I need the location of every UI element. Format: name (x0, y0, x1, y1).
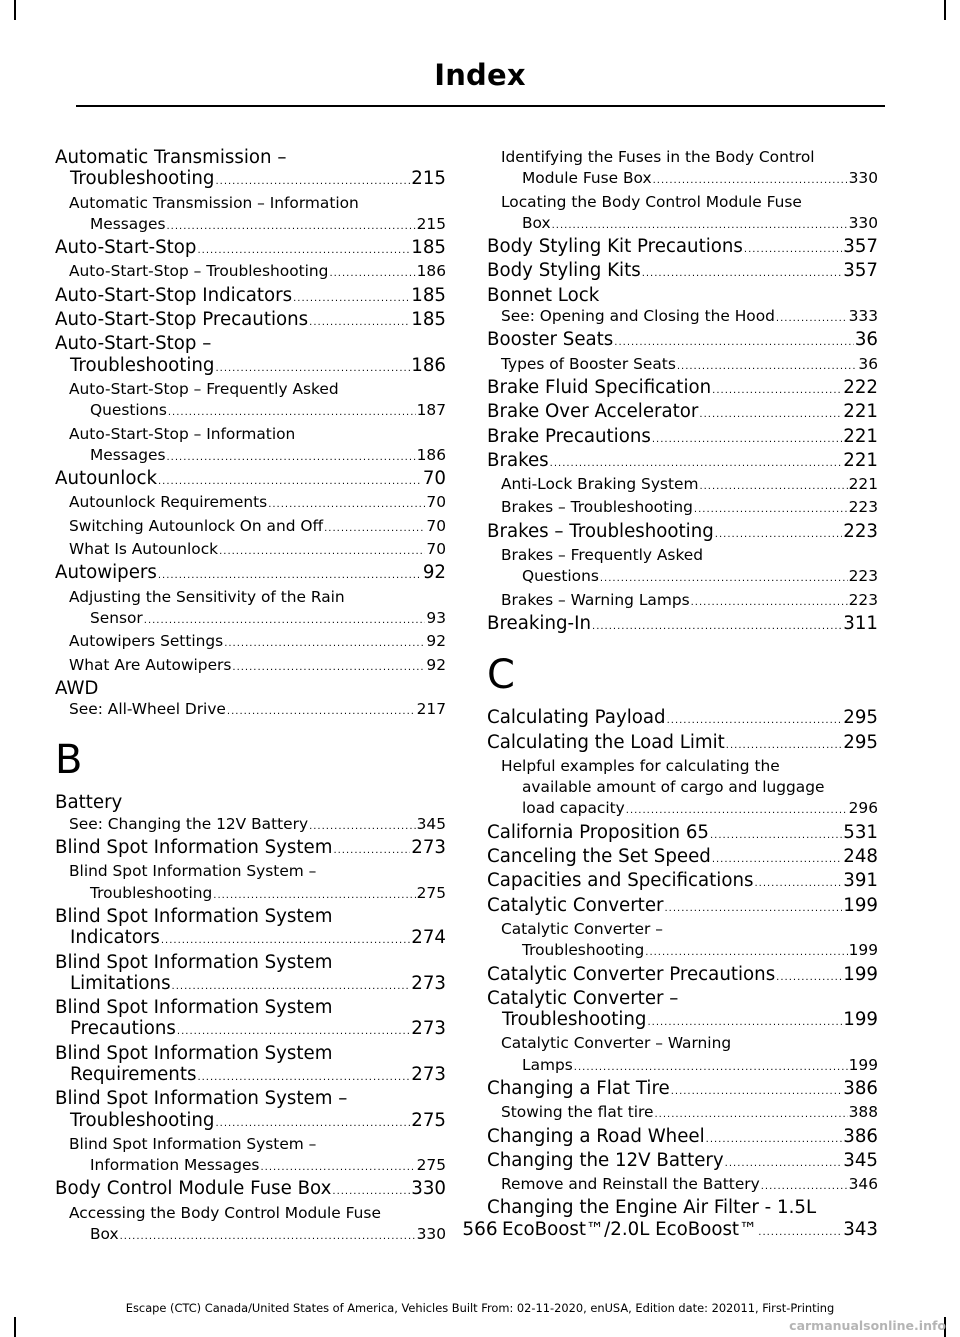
page-reference[interactable]: 386 (843, 1077, 878, 1099)
page-reference[interactable]: 346 (848, 1175, 878, 1194)
index-subentry[interactable] (487, 1174, 878, 1197)
section-letter-c: C (487, 652, 515, 699)
dot-leader (699, 404, 842, 425)
page-reference[interactable]: 386 (843, 1125, 878, 1147)
page-reference[interactable]: 199 (848, 1055, 878, 1074)
dot-leader (268, 494, 425, 515)
dot-leader (776, 308, 848, 329)
index-subentry[interactable] (55, 379, 446, 424)
dot-leader (712, 849, 842, 870)
dot-leader (600, 568, 848, 589)
page-reference[interactable]: 273 (411, 1063, 446, 1085)
index-entry[interactable] (487, 988, 878, 1034)
page-reference[interactable]: 330 (848, 169, 878, 188)
entry-text: Auto-Start-Stop – Frequently Asked (69, 379, 339, 398)
index-entry[interactable] (55, 1178, 446, 1202)
dot-leader (647, 1012, 842, 1033)
watermark: carmanualsonline.info (789, 1318, 946, 1333)
entry-text: Box (90, 1225, 119, 1244)
title-divider (76, 105, 885, 107)
index-subentry[interactable] (487, 192, 878, 237)
entry-text: Brakes – Warning Lamps (501, 590, 690, 609)
entry-text: Auto-Start-Stop – Troubleshooting (69, 262, 329, 281)
entry-text: Auto-Start-Stop – (55, 333, 212, 355)
index-entry[interactable] (487, 895, 878, 919)
index-entry (487, 285, 878, 306)
entry-text: Auto-Start-Stop – Information (69, 424, 296, 443)
dot-leader (776, 967, 842, 988)
entry-text: See: Changing the 12V Battery (69, 814, 309, 833)
index-column-right (487, 147, 878, 1243)
index-subentry[interactable] (55, 814, 446, 837)
entry-text: Messages (90, 445, 166, 464)
entry-text: California Proposition 65 (487, 821, 709, 843)
entry-text: Catalytic Converter – Warning (501, 1034, 732, 1053)
entry-text: Auto-Start-Stop Indicators (55, 284, 293, 306)
dot-leader (166, 447, 415, 468)
page-reference[interactable]: 248 (843, 846, 878, 868)
page-reference[interactable]: 296 (848, 799, 878, 818)
page-reference[interactable]: 343 (843, 1218, 878, 1240)
entry-text: Helpful examples for calculating the (501, 756, 780, 775)
dot-leader (744, 239, 842, 260)
index-subentry[interactable] (55, 492, 446, 515)
entry-text: See: All-Wheel Drive (69, 700, 226, 719)
dot-leader (260, 1157, 415, 1178)
dot-leader (652, 429, 842, 450)
entry-text: Messages (90, 214, 166, 233)
entry-text: Calculating the Load Limit (487, 731, 725, 753)
index-entry[interactable] (487, 870, 878, 894)
dot-leader (712, 380, 842, 401)
index-entry[interactable] (55, 468, 446, 492)
page-reference[interactable]: 221 (843, 425, 878, 447)
index-subentry[interactable] (55, 699, 446, 722)
page-reference[interactable]: 199 (843, 963, 878, 985)
dot-leader (653, 170, 848, 191)
index-entry[interactable] (487, 260, 878, 284)
entry-text: Questions (522, 567, 599, 586)
entry-text: Calculating Payload (487, 707, 666, 729)
index-entry (55, 678, 446, 699)
dot-leader (333, 840, 410, 861)
page-reference[interactable]: 223 (848, 590, 878, 609)
index-entry[interactable] (487, 964, 878, 988)
entry-text: Brake Over Accelerator (487, 401, 699, 423)
entry-text: Catalytic Converter – (487, 987, 679, 1009)
index-subentry[interactable] (487, 306, 878, 329)
index-subentry[interactable] (487, 474, 878, 497)
entry-text: Catalytic Converter Precautions (487, 963, 776, 985)
page-reference[interactable]: 92 (422, 562, 446, 584)
dot-leader (213, 885, 415, 906)
entry-text: Troubleshooting (70, 1109, 215, 1131)
dot-leader (667, 710, 843, 731)
dot-leader (215, 1113, 410, 1134)
dot-leader (691, 592, 848, 613)
page-reference[interactable]: 70 (426, 493, 446, 512)
dot-leader (710, 825, 842, 846)
index-subentry[interactable] (55, 193, 446, 238)
dot-leader (227, 701, 416, 722)
dot-leader (642, 263, 843, 284)
page-reference[interactable]: 70 (422, 468, 446, 490)
index-entry[interactable] (487, 1150, 878, 1174)
dot-leader (215, 171, 410, 192)
entry-text: Troubleshooting (502, 1009, 647, 1031)
entry-text: AWD (55, 677, 99, 699)
entry-text: Brakes – Frequently Asked (501, 546, 704, 565)
index-subentry[interactable] (55, 655, 446, 678)
page-reference[interactable]: 221 (843, 449, 878, 471)
page-reference[interactable]: 36 (854, 329, 878, 351)
dot-leader (694, 499, 848, 520)
dot-leader (309, 816, 416, 837)
entry-text: Troubleshooting (70, 168, 215, 190)
entry-text: load capacity (522, 799, 625, 818)
entry-text: Brake Fluid Specification (487, 376, 712, 398)
index-entry[interactable] (487, 1126, 878, 1150)
index-entry[interactable] (55, 997, 446, 1043)
index-subentry[interactable] (487, 919, 878, 964)
crop-mark-top-left (14, 0, 16, 20)
page-reference[interactable]: 199 (848, 941, 878, 960)
page-reference[interactable]: 273 (411, 972, 446, 994)
entry-text: EcoBoost™/2.0L EcoBoost™ (502, 1218, 758, 1240)
entry-text: Catalytic Converter – (501, 919, 663, 938)
index-subentry[interactable] (55, 861, 446, 906)
dot-leader (761, 1176, 848, 1197)
index-subentry[interactable] (487, 545, 878, 590)
index-subentry[interactable] (55, 587, 446, 632)
index-subentry[interactable] (55, 1134, 446, 1179)
page-reference[interactable]: 185 (411, 284, 446, 306)
entry-text: Autounlock Requirements (69, 493, 268, 512)
entry-text: Blind Spot Information System – (55, 1088, 348, 1110)
page-reference[interactable]: 391 (843, 870, 878, 892)
index-entry[interactable] (55, 1088, 446, 1134)
page-reference[interactable]: 36 (858, 354, 878, 373)
dot-leader (614, 332, 854, 353)
entry-text: Autounlock (55, 468, 157, 490)
index-subentry[interactable] (55, 631, 446, 654)
entry-text: Box (522, 213, 551, 232)
index-entry[interactable] (55, 1043, 446, 1089)
index-subentry[interactable] (487, 590, 878, 613)
entry-text: Adjusting the Sensitivity of the Rain (69, 587, 345, 606)
page-reference[interactable]: 223 (848, 567, 878, 586)
index-entry[interactable] (55, 837, 446, 861)
entry-text: Capacities and Specifications (487, 870, 754, 892)
page-reference[interactable]: 330 (411, 1178, 446, 1200)
entry-text: Indicators (70, 927, 160, 949)
dot-leader (324, 518, 425, 539)
dot-leader (574, 1057, 848, 1078)
entry-text: Sensor (90, 608, 143, 627)
index-entry[interactable] (55, 147, 446, 193)
page-reference[interactable]: 295 (843, 731, 878, 753)
index-entry[interactable] (487, 1078, 878, 1102)
entry-text: Body Styling Kit Precautions (487, 236, 743, 258)
entry-text: Requirements (70, 1063, 197, 1085)
index-entry (55, 792, 446, 813)
index-entry[interactable] (55, 333, 446, 379)
entry-text: Body Control Module Fuse Box (55, 1178, 332, 1200)
section-letter-b: B (55, 737, 83, 784)
index-entry[interactable] (487, 822, 878, 846)
page-reference[interactable]: 215 (411, 168, 446, 190)
dot-leader (654, 1104, 847, 1125)
dot-leader (699, 476, 847, 497)
index-entry[interactable] (55, 285, 446, 309)
entry-text: Brakes (487, 449, 549, 471)
dot-leader (552, 215, 848, 236)
index-entry[interactable] (487, 732, 878, 756)
entry-text: Automatic Transmission – (55, 147, 287, 168)
entry-text: Brakes – Troubleshooting (487, 520, 714, 542)
entry-text: Module Fuse Box (522, 169, 652, 188)
entry-text: Changing a Flat Tire (487, 1077, 670, 1099)
page-reference[interactable]: 295 (843, 707, 878, 729)
index-subentry[interactable] (487, 497, 878, 520)
entry-text: Blind Spot Information System (55, 951, 333, 973)
entry-text: Stowing the flat tire (501, 1103, 654, 1122)
page-reference[interactable]: 217 (416, 700, 446, 719)
page-reference[interactable]: 345 (416, 814, 446, 833)
index-subentry[interactable] (487, 1102, 878, 1125)
index-entry[interactable] (487, 377, 878, 401)
dot-leader (232, 657, 425, 678)
page-reference[interactable]: 274 (411, 927, 446, 949)
index-entry[interactable] (55, 562, 446, 586)
page-reference[interactable]: 185 (411, 237, 446, 259)
entry-text: Blind Spot Information System (55, 837, 333, 859)
dot-leader (677, 356, 858, 377)
index-entry[interactable] (487, 707, 878, 731)
dot-leader (168, 402, 416, 423)
page-reference[interactable]: 223 (848, 498, 878, 517)
dot-leader (144, 610, 426, 631)
entry-text: Automatic Transmission – Information (69, 193, 359, 212)
index-entry[interactable] (487, 521, 878, 545)
index-subentry[interactable] (55, 516, 446, 539)
index-subentry[interactable] (55, 424, 446, 469)
dot-leader (215, 358, 410, 379)
page-reference[interactable]: 273 (411, 837, 446, 859)
dot-leader (706, 1129, 843, 1150)
entry-text: Blind Spot Information System (55, 997, 333, 1019)
entry-text: Anti-Lock Braking System (501, 475, 699, 494)
crop-mark-bottom-left (14, 1317, 16, 1337)
page-reference[interactable]: 275 (416, 1156, 446, 1175)
page-reference[interactable]: 357 (843, 236, 878, 258)
entry-text: Troubleshooting (522, 941, 645, 960)
entry-text: Accessing the Body Control Module Fuse (69, 1203, 381, 1222)
entry-text: Canceling the Set Speed (487, 846, 711, 868)
dot-leader (671, 1081, 843, 1102)
crop-mark-top-right (944, 0, 946, 20)
index-entry[interactable] (487, 846, 878, 870)
index-entry[interactable] (487, 426, 878, 450)
entry-text: Blind Spot Information System – (69, 1134, 317, 1153)
entry-text: Limitations (70, 972, 171, 994)
dot-leader (645, 942, 847, 963)
entry-text: Auto-Start-Stop Precautions (55, 309, 309, 331)
entry-text: Auto-Start-Stop (55, 237, 197, 259)
index-entry[interactable] (487, 329, 878, 353)
page-reference[interactable]: 92 (426, 632, 446, 651)
entry-text: Changing the Engine Air Filter - 1.5L (487, 1197, 817, 1219)
dot-leader (197, 240, 410, 261)
dot-leader (332, 1181, 410, 1202)
page-reference[interactable]: 221 (843, 401, 878, 423)
page-reference[interactable]: 333 (848, 307, 878, 326)
entry-text: Precautions (70, 1018, 176, 1040)
page-reference[interactable]: 330 (848, 213, 878, 232)
index-subentry[interactable] (55, 539, 446, 562)
entry-text: Blind Spot Information System (55, 1042, 333, 1064)
index-entry[interactable] (487, 401, 878, 425)
entry-text: Brakes – Troubleshooting (501, 498, 693, 517)
index-column-left (55, 147, 446, 1247)
entry-text: Remove and Reinstall the Battery (501, 1175, 760, 1194)
page-reference[interactable]: 199 (843, 894, 878, 916)
page-reference[interactable]: 330 (416, 1225, 446, 1244)
entry-text: Troubleshooting (70, 354, 215, 376)
page-reference[interactable]: 221 (848, 475, 878, 494)
index-entry[interactable] (55, 952, 446, 998)
edition-info: Escape (CTC) Canada/United States of America, Vehicles Built From: 02-11-2020, enUSA, Edition date: 202011, First-Printing (125, 1301, 835, 1315)
page-reference[interactable]: 215 (416, 214, 446, 233)
page-reference[interactable]: 186 (416, 445, 446, 464)
entry-text: What Are Autowipers (69, 655, 232, 674)
dot-leader (626, 800, 848, 821)
page-reference[interactable]: 311 (843, 612, 878, 634)
page-title: Index (434, 58, 526, 92)
entry-text: Information Messages (90, 1156, 260, 1175)
page-reference[interactable]: 345 (843, 1149, 878, 1171)
page-reference[interactable]: 186 (411, 354, 446, 376)
entry-text: Lamps (522, 1055, 573, 1074)
entry-text: Identifying the Fuses in the Body Control (501, 148, 815, 166)
entry-text: Booster Seats (487, 329, 614, 351)
dot-leader (158, 565, 422, 586)
entry-text: Bonnet Lock (487, 284, 600, 306)
index-entry[interactable] (487, 450, 878, 474)
entry-text: Changing the 12V Battery (487, 1149, 724, 1171)
dot-leader (665, 898, 843, 919)
dot-leader (726, 735, 842, 756)
page-number: 566 (462, 1219, 498, 1240)
dot-leader (329, 263, 415, 284)
dot-leader (309, 312, 410, 333)
dot-leader (161, 930, 410, 951)
index-entry[interactable] (487, 613, 878, 637)
entry-text: Locating the Body Control Module Fuse (501, 192, 802, 211)
entry-text: Body Styling Kits (487, 260, 641, 282)
entry-text: Questions (90, 401, 167, 420)
page-reference[interactable]: 275 (416, 883, 446, 902)
page-reference[interactable]: 388 (848, 1103, 878, 1122)
entry-text: Autowipers Settings (69, 632, 224, 651)
page-reference[interactable]: 93 (426, 608, 446, 627)
page-reference[interactable]: 70 (426, 540, 446, 559)
dot-leader (177, 1021, 410, 1042)
dot-leader (172, 976, 411, 997)
entry-text: What Is Autounlock (69, 540, 219, 559)
dot-leader (166, 216, 415, 237)
entry-text: available amount of cargo and luggage (522, 778, 825, 797)
page-reference[interactable]: 199 (843, 1009, 878, 1031)
index-subentry[interactable] (487, 354, 878, 377)
index-subentry[interactable] (487, 147, 878, 192)
page-reference[interactable]: 186 (416, 262, 446, 281)
entry-text: Switching Autounlock On and Off (69, 516, 324, 535)
page-reference[interactable]: 187 (416, 401, 446, 420)
dot-leader (592, 616, 842, 637)
index-entry[interactable] (55, 906, 446, 952)
entry-text: Types of Booster Seats (501, 354, 676, 373)
index-subentry[interactable] (487, 756, 878, 822)
dot-leader (725, 1153, 843, 1174)
page-reference[interactable]: 92 (426, 655, 446, 674)
page-reference[interactable]: 222 (843, 376, 878, 398)
entry-text: See: Opening and Closing the Hood (501, 307, 775, 326)
entry-text: Catalytic Converter (487, 894, 664, 916)
entry-text: Battery (55, 792, 123, 814)
index-subentry[interactable] (487, 1033, 878, 1078)
page-reference[interactable]: 223 (843, 520, 878, 542)
entry-text: Troubleshooting (90, 883, 213, 902)
page-reference[interactable]: 185 (411, 309, 446, 331)
page-reference[interactable]: 275 (411, 1109, 446, 1131)
dot-leader (158, 471, 422, 492)
dot-leader (550, 453, 843, 474)
dot-leader (293, 288, 410, 309)
dot-leader (197, 1067, 410, 1088)
index-entry[interactable] (487, 236, 878, 260)
dot-leader (224, 633, 425, 654)
page-reference[interactable]: 70 (426, 516, 446, 535)
dot-leader (715, 524, 843, 545)
index-subentry[interactable] (55, 261, 446, 284)
entry-text: Blind Spot Information System – (69, 862, 317, 881)
dot-leader (754, 873, 842, 894)
entry-text: Blind Spot Information System (55, 905, 333, 927)
entry-text: Brake Precautions (487, 425, 651, 447)
entry-text: Autowipers (55, 562, 157, 584)
page-reference[interactable]: 531 (843, 821, 878, 843)
dot-leader (219, 541, 425, 562)
index-entry[interactable] (55, 309, 446, 333)
page-reference[interactable]: 357 (843, 260, 878, 282)
index-entry[interactable] (55, 237, 446, 261)
page-reference[interactable]: 273 (411, 1018, 446, 1040)
entry-text: Changing a Road Wheel (487, 1125, 705, 1147)
entry-text: Breaking-In (487, 612, 592, 634)
